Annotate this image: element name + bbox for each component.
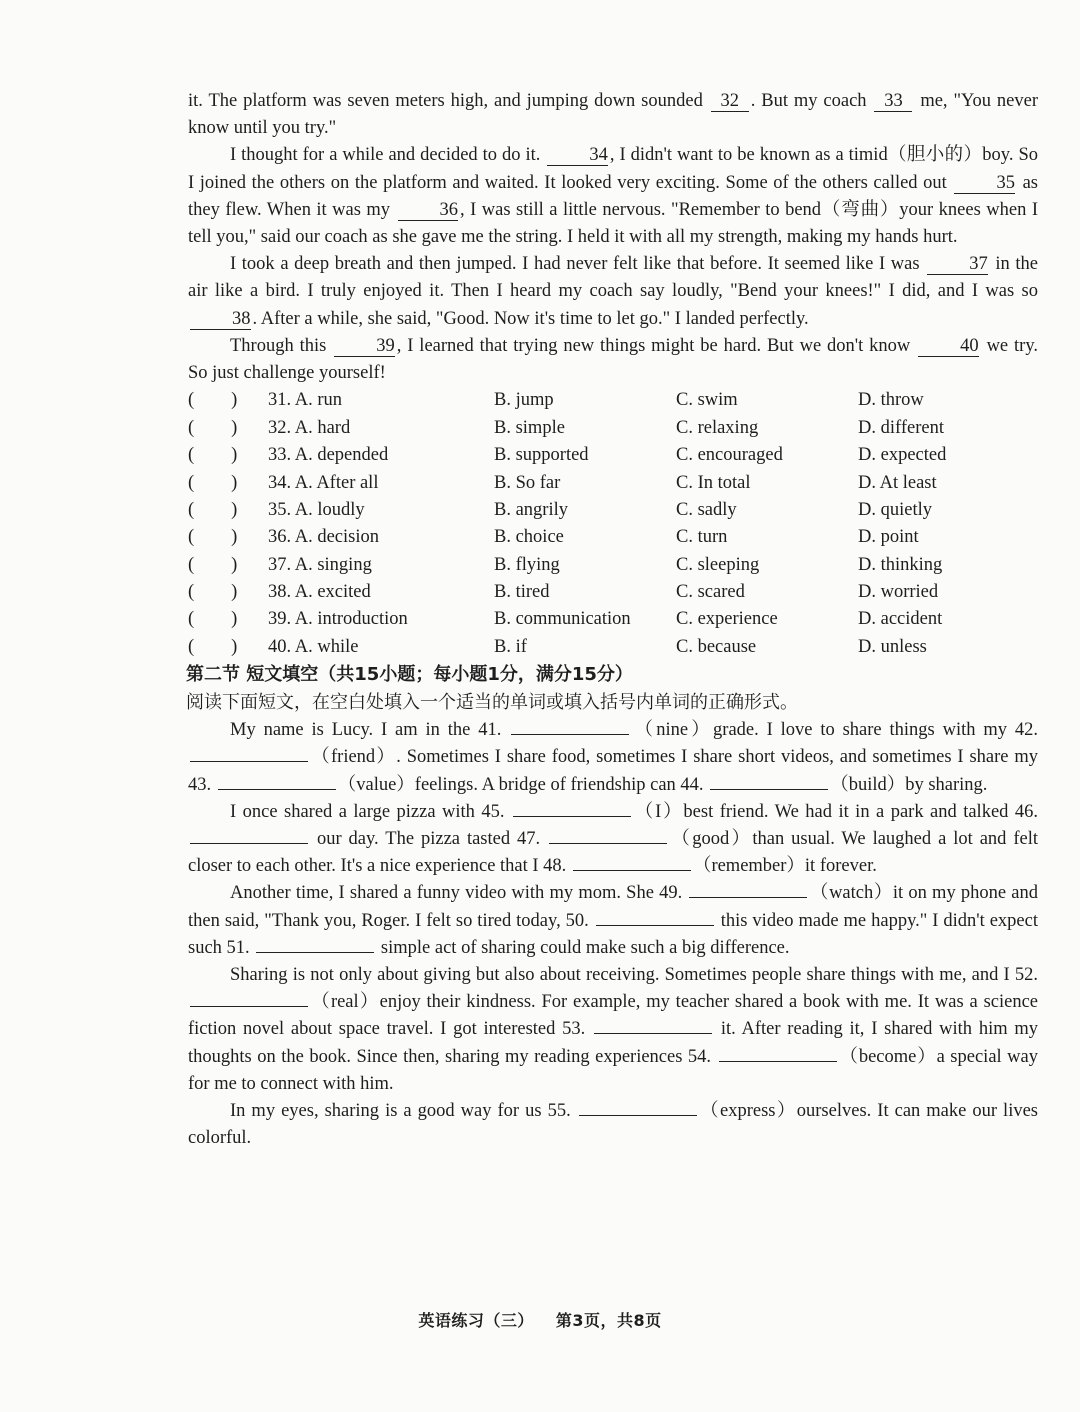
passage-text: （become）a special way for me to connect with him.: [188, 1046, 1038, 1094]
option-b: B. tired: [494, 582, 550, 603]
blank-36: 36: [398, 200, 459, 221]
passage-paragraph-2: [188, 142, 1038, 251]
section-2-instruction: 阅读下面短文，在空白处填入一个适当的单词或填入括号内单词的正确形式。: [186, 692, 798, 714]
option-a: 31. A. run: [268, 390, 342, 411]
passage-text: . But my coach: [750, 91, 873, 111]
fill-paragraph-3: [188, 880, 1038, 962]
option-d: D. different: [858, 417, 944, 438]
option-c: C. scared: [676, 582, 745, 603]
option-row-38: [188, 579, 1038, 606]
passage-text: （build）by sharing.: [830, 774, 988, 795]
blank-54[interactable]: [719, 1061, 837, 1062]
passage-text: I thought for a while and decided to do it.: [230, 145, 546, 166]
option-row-35: [188, 497, 1038, 524]
option-row-36: [188, 524, 1038, 551]
passage-text: （friend）. Sometimes I share food, sometimes I share short videos, and sometimes I share my 43.: [188, 747, 1038, 795]
blank-44[interactable]: [710, 789, 828, 790]
blank-53[interactable]: [594, 1033, 712, 1034]
option-row-39: [188, 606, 1038, 633]
passage-text: , I was still a little nervous. "Remember to bend（弯曲）your knees when I tell you," said our coach as she gave me the string. I held it with all my strength, making my hands hurt.: [188, 199, 1038, 248]
blank-46[interactable]: [190, 843, 308, 844]
blank-49[interactable]: [689, 897, 807, 898]
blank-42[interactable]: [190, 761, 308, 762]
section-2-title: 第二节 短文填空（共15小题；每小题1分，满分15分）: [186, 664, 633, 686]
option-b: B. communication: [494, 609, 631, 630]
passage-text: I took a deep breath and then jumped. I had never felt like that before. It seemed like I was: [230, 254, 926, 275]
option-row-34: [188, 469, 1038, 496]
option-row-33: [188, 442, 1038, 469]
option-d: D. worried: [858, 582, 939, 603]
option-b: B. angrily: [494, 499, 568, 520]
answer-bracket[interactable]: ( ): [188, 417, 238, 438]
passage-text: （value）feelings. A bridge of friendship can 44.: [337, 774, 709, 795]
blank-40: 40: [918, 336, 979, 357]
option-a: 37. A. singing: [268, 554, 372, 575]
option-d: D. unless: [858, 636, 927, 657]
option-c: C. In total: [676, 472, 751, 493]
answer-bracket[interactable]: ( ): [188, 609, 238, 630]
blank-52[interactable]: [190, 1006, 308, 1007]
answer-bracket[interactable]: ( ): [188, 554, 238, 575]
option-b: B. choice: [494, 527, 564, 548]
fill-paragraph-1: [188, 717, 1038, 799]
blank-45[interactable]: [513, 816, 631, 817]
answer-bracket[interactable]: ( ): [188, 636, 238, 657]
blank-48[interactable]: [573, 870, 691, 871]
passage-text: I once shared a large pizza with 45.: [230, 801, 511, 822]
option-a: 35. A. loudly: [268, 499, 365, 520]
option-b: B. jump: [494, 390, 554, 411]
blank-55[interactable]: [579, 1115, 697, 1116]
passage-text: in the air like a bird. I truly enjoyed it. Then I heard my coach say loudly, "Bend your knees!" I did, and I was so: [188, 254, 1038, 302]
fill-paragraph-5: [188, 1098, 1038, 1152]
passage-text: this video made me happy." I didn't expect such 51.: [188, 910, 1038, 958]
option-d: D. accident: [858, 609, 943, 630]
option-b: B. if: [494, 636, 527, 657]
passage-paragraph-1: [188, 88, 1038, 142]
option-d: D. expected: [858, 445, 947, 466]
passage-text: Sharing is not only about giving but also about receiving. Sometimes people share things with me, and I 52.: [230, 964, 1038, 985]
option-b: B. flying: [494, 554, 560, 575]
option-row-31: [188, 387, 1038, 414]
passage-text: me, "You never know until you try.": [188, 91, 1038, 139]
passage-text: My name is Lucy. I am in the 41.: [230, 720, 510, 741]
passage-text: （express）ourselves. It can make our lives colorful.: [188, 1100, 1038, 1149]
passage-text: Through this: [230, 335, 333, 356]
passage-text: . After a while, she said, "Good. Now it's time to let go." I landed perfectly.: [252, 308, 809, 329]
page-content: [188, 88, 1038, 1152]
answer-bracket[interactable]: ( ): [188, 390, 238, 411]
passage-text: （nine）grade. I love to share things with my 42.: [631, 720, 1038, 741]
option-a: 39. A. introduction: [268, 609, 408, 630]
answer-bracket[interactable]: ( ): [188, 582, 238, 603]
passage-text: , I learned that trying new things might be hard. But we don't know: [396, 335, 917, 356]
option-row-32: [188, 415, 1038, 442]
option-c: C. sleeping: [676, 554, 760, 575]
option-c: C. relaxing: [676, 417, 759, 438]
option-b: B. So far: [494, 472, 561, 493]
passage-text: Another time, I shared a funny video with my mom. She 49.: [230, 883, 688, 904]
answer-bracket[interactable]: ( ): [188, 527, 238, 548]
answer-bracket[interactable]: ( ): [188, 472, 238, 493]
option-b: B. supported: [494, 445, 589, 466]
passage-text: （I）best friend. We had it in a park and talked 46.: [632, 801, 1038, 822]
blank-32: 32: [711, 91, 749, 112]
page-footer: [0, 1308, 1080, 1331]
option-a: 36. A. decision: [268, 527, 379, 548]
passage-text: it. After reading it, I shared with him my thoughts on the book. Since then, sharing my reading experiences 54.: [188, 1019, 1039, 1067]
passage-text: （real）enjoy their kindness. For example, my teacher shared a book with me. It was a science fiction novel about space travel. I got interested 53.: [188, 992, 1038, 1040]
passage-text: it. The platform was seven meters high, and jumping down sounded: [188, 91, 709, 111]
blank-37: 37: [927, 254, 988, 275]
option-d: D. thinking: [858, 554, 943, 575]
blank-35: 35: [954, 173, 1015, 194]
option-d: D. quietly: [858, 499, 932, 520]
option-row-37: [188, 552, 1038, 579]
option-c: C. sadly: [676, 499, 737, 520]
blank-50[interactable]: [596, 925, 714, 926]
passage-text: simple act of sharing could make such a big difference.: [376, 937, 790, 958]
option-a: 40. A. while: [268, 636, 359, 657]
fill-paragraph-2: [188, 799, 1038, 881]
blank-51[interactable]: [256, 952, 374, 953]
passage-paragraph-3: [188, 251, 1038, 333]
passage-text: as they flew. When it was my: [188, 172, 1038, 220]
passage-paragraph-4: [188, 333, 1038, 387]
passage-text: our day. The pizza tasted 47.: [310, 828, 548, 849]
option-a: 34. A. After all: [268, 472, 379, 493]
blank-41[interactable]: [511, 734, 629, 735]
option-b: B. simple: [494, 417, 565, 438]
blank-47[interactable]: [549, 843, 667, 844]
blank-39: 39: [334, 336, 395, 357]
passage-text: In my eyes, sharing is a good way for us 55.: [230, 1100, 577, 1121]
passage-text: , I didn't want to be known as a timid（胆小的）boy. So I joined the others on the platform and waited. It looked very exciting. Some of the others called out: [188, 145, 1039, 193]
answer-bracket[interactable]: ( ): [188, 445, 238, 466]
blank-43[interactable]: [218, 789, 336, 790]
option-a: 32. A. hard: [268, 417, 351, 438]
footer-page-number: 第3页，共8页: [555, 1311, 662, 1330]
blank-34: 34: [547, 145, 608, 166]
option-c: C. encouraged: [676, 445, 783, 466]
option-d: D. point: [858, 527, 919, 548]
passage-text: （watch）it on my phone and then said, "Thank you, Roger. I felt so tired today, 50.: [188, 883, 1039, 931]
passage-text: we try. So just challenge yourself!: [188, 335, 1038, 384]
footer-subject: 英语练习（三）: [418, 1311, 534, 1330]
blank-33: 33: [874, 91, 912, 112]
passage-text: （good）than usual. We laughed a lot and felt closer to each other. It's a nice experience that I 48.: [188, 828, 1038, 877]
passage-text: （remember）it forever.: [692, 856, 877, 877]
option-c: C. experience: [676, 609, 778, 630]
option-a: 33. A. depended: [268, 445, 389, 466]
fill-paragraph-4: [188, 962, 1038, 1098]
blank-38: 38: [190, 309, 251, 330]
option-d: D. throw: [858, 390, 924, 411]
option-c: C. because: [676, 636, 757, 657]
option-c: C. swim: [676, 390, 738, 411]
answer-bracket[interactable]: ( ): [188, 499, 238, 520]
option-d: D. At least: [858, 472, 937, 493]
options-table: [188, 387, 1038, 661]
option-row-40: [188, 634, 1038, 661]
option-c: C. turn: [676, 527, 728, 548]
option-a: 38. A. excited: [268, 582, 371, 603]
